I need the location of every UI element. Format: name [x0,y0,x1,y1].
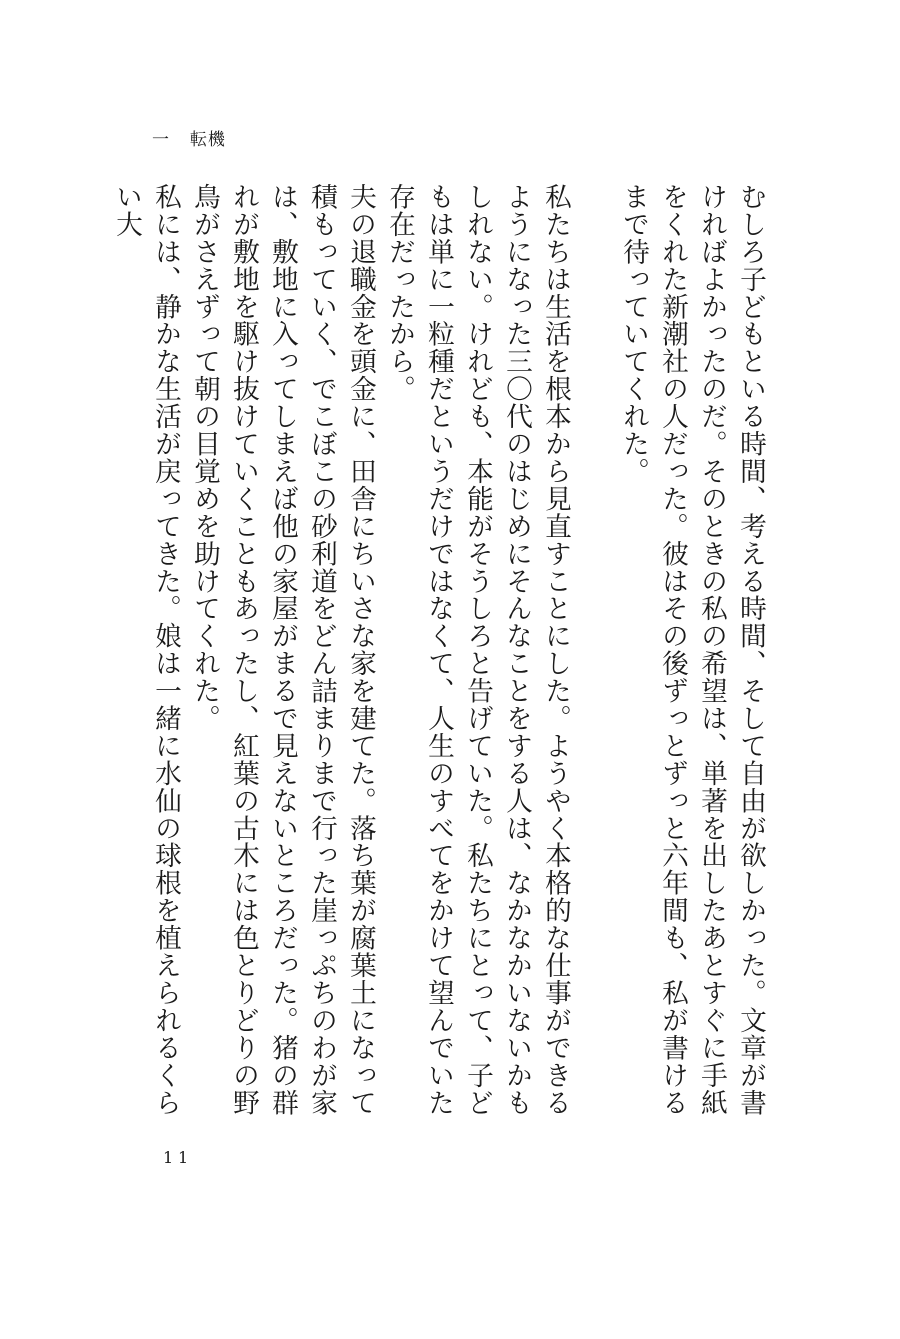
paragraph-3: 夫の退職金を頭金に、田舎にちいさな家を建てた。落ち葉が腐葉土になって積もっていく、でこぼこの砂利道をどん詰まりまで行った崖っぷちのわが家は、敷地に入ってしまえば他の家屋がまるで見えないところだった。猪の群れが敷地を駆け抜けていくこともあったし、紅葉の古木には色とりどりの野鳥がさえずって朝の目覚めを助けてくれた。 [189,183,376,1117]
chapter-title: 転機 [190,130,226,150]
paragraph-1: むしろ子どもといる時間、考える時間、そして自由が欲しかった。文章が書ければよかったのだ。そのときの私の希望は、単著を出したあとすぐに手紙をくれた新潮社の人だった。彼はその後ずっとずっと六年間も、私が書けるまで待っていてくれた。 [618,183,766,1117]
paragraph-4: 私には、静かな生活が戻ってきた。娘は一緒に水仙の球根を植えられるくらい大 [111,183,181,1117]
paragraph-2: 私たちは生活を根本から見直すことにした。ようやく本格的な仕事ができるようになった三〇代のはじめにそんなことをする人は、なかなかいないかもしれない。けれども、本能がそうしろと告げていた。私たちにとって、子どもは単に一粒種だというだけではなくて、人生のすべてをかけて望んでいた存在だったから。 [384,183,571,1117]
running-head [152,125,226,150]
vertical-body-text [111,183,770,1118]
chapter-number: 一 [152,130,170,150]
page-number: 11 [163,1148,193,1167]
paragraph-gap [575,183,614,1118]
